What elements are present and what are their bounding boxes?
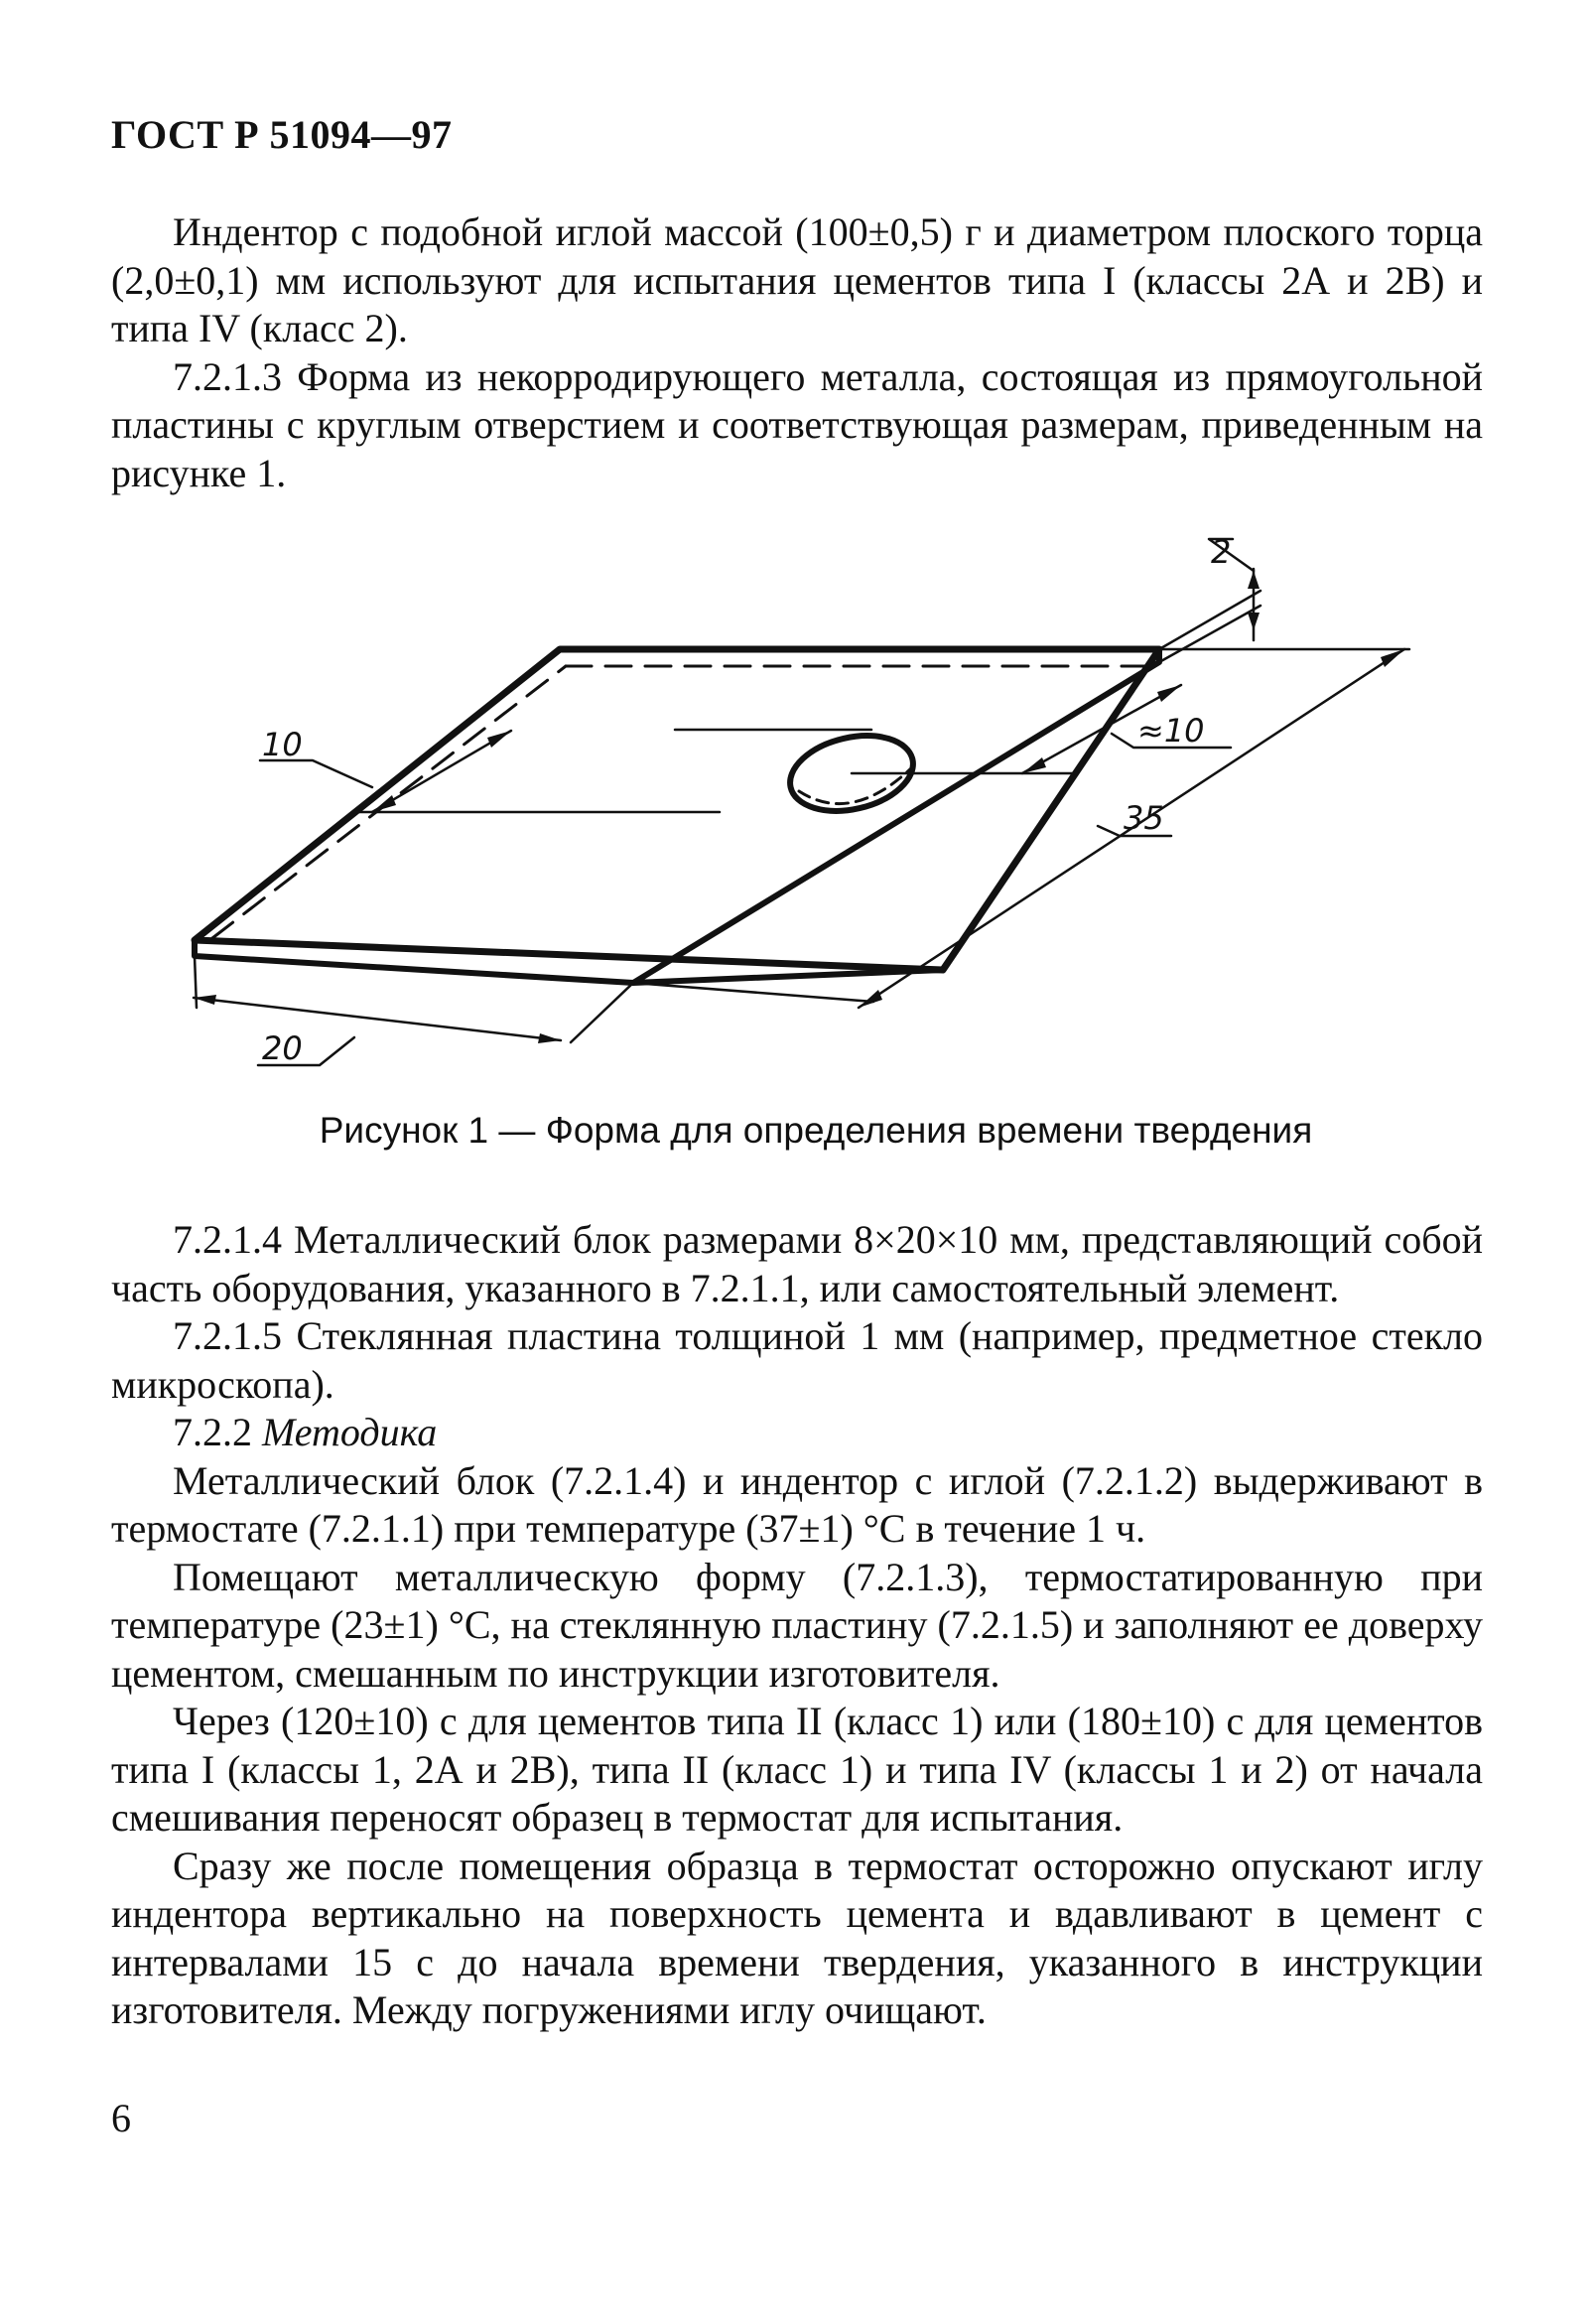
dim-label-hole-diameter: ≈10: [1137, 712, 1205, 750]
arrow-length-bottom: [859, 990, 882, 1008]
dim-offset-leader: [260, 760, 372, 787]
arrow-length-top: [1381, 649, 1404, 667]
dim-length-ext-bottom: [633, 983, 873, 1002]
section-number: 7.2.2: [173, 1410, 252, 1454]
document-header: ГОСТ Р 51094—97: [111, 112, 453, 157]
arrow-offset-right: [487, 731, 511, 748]
dim-width-line: [194, 998, 561, 1040]
text-block-bottom: [111, 1216, 1483, 2035]
dim-width-ext-right: [571, 983, 633, 1042]
arrow-thickness-top: [1248, 571, 1260, 589]
dim-label-thickness: 2: [1211, 533, 1232, 571]
plate-top-face: [195, 649, 1159, 970]
dim-thickness-ext-top: [1159, 591, 1260, 649]
paragraph-7-2-1-4: 7.2.1.4 Металлический блок размерами 8×20×10 мм, представляющий собой часть оборудования, указанного в 7.2.1.1, или самостоятельный элемент.: [111, 1217, 1483, 1310]
dim-thickness-ext-bottom: [1159, 606, 1260, 662]
plate-front-bottom: [195, 956, 633, 983]
figure-mold-drawing: [179, 531, 1429, 1087]
paragraph-fill-mold: Помещают металлическую форму (7.2.1.3), термостатированную при температуре (23±1) °С, на стеклянную пластину (7.2.1.5) и заполняют ее доверху цементом, смешанным по инструкции изготовителя.: [111, 1554, 1483, 1696]
paragraph-transfer: Через (120±10) с для цементов типа II (класс 1) или (180±10) с для цементов типа I (классы 1, 2А и 2В), типа II (класс 1) и типа IV (классы 1 и 2) от начала смешивания переносят образец в термостат для испытания.: [111, 1699, 1483, 1840]
paragraph-preheat: Металлический блок (7.2.1.4) и индентор с иглой (7.2.1.2) выдерживают в термостате (7.2.1.1) при температуре (37±1) °С в течение 1 ч.: [111, 1457, 1483, 1551]
paragraph-indentor: Индентор с подобной иглой массой (100±0,5) г и диаметром плоского торца (2,0±0,1) мм используют для испытания цементов типа I (классы 2А и 2В) и типа IV (класс 2).: [111, 209, 1483, 350]
dim-label-hole-offset: 10: [262, 726, 303, 763]
arrow-diameter-right: [1157, 685, 1181, 702]
dim-label-length: 35: [1124, 799, 1164, 837]
dim-label-width: 20: [262, 1029, 303, 1067]
paragraph-indentation: Сразу же после помещения образца в термостат осторожно опускают иглу индентора вертикально на поверхность цемента и вдавливают в цемент с интервалами 15 с до начала времени твердения, указанного в инструкции изготовителя. Между погружениями иглу очищают.: [111, 1843, 1483, 2032]
page-number: 6: [111, 2096, 131, 2140]
section-heading-7-2-2: [111, 1409, 1483, 1457]
paragraph-7-2-1-3: 7.2.1.3 Форма из некорродирующего металла, состоящая из прямоугольной пластины с круглым отверстием и соответствующая размерам, приведенным на рисунке 1.: [111, 353, 1483, 495]
figure-caption-text: Рисунок 1 — Форма для определения времени твердения: [319, 1110, 1313, 1151]
arrow-width-right: [538, 1033, 561, 1043]
paragraph-7-2-1-5: 7.2.1.5 Стеклянная пластина толщиной 1 мм (например, предметное стекло микроскопа).: [111, 1313, 1483, 1407]
arrow-diameter-left: [1022, 757, 1046, 773]
text-block-top: [111, 208, 1483, 497]
arrow-thickness-bottom: [1248, 613, 1260, 630]
mold-technical-drawing: [179, 531, 1429, 1087]
section-title: Методика: [262, 1410, 438, 1454]
figure-caption: [0, 1110, 1592, 1152]
plate-right-edge: [633, 649, 1159, 983]
dim-width-ext-left: [195, 956, 197, 1008]
